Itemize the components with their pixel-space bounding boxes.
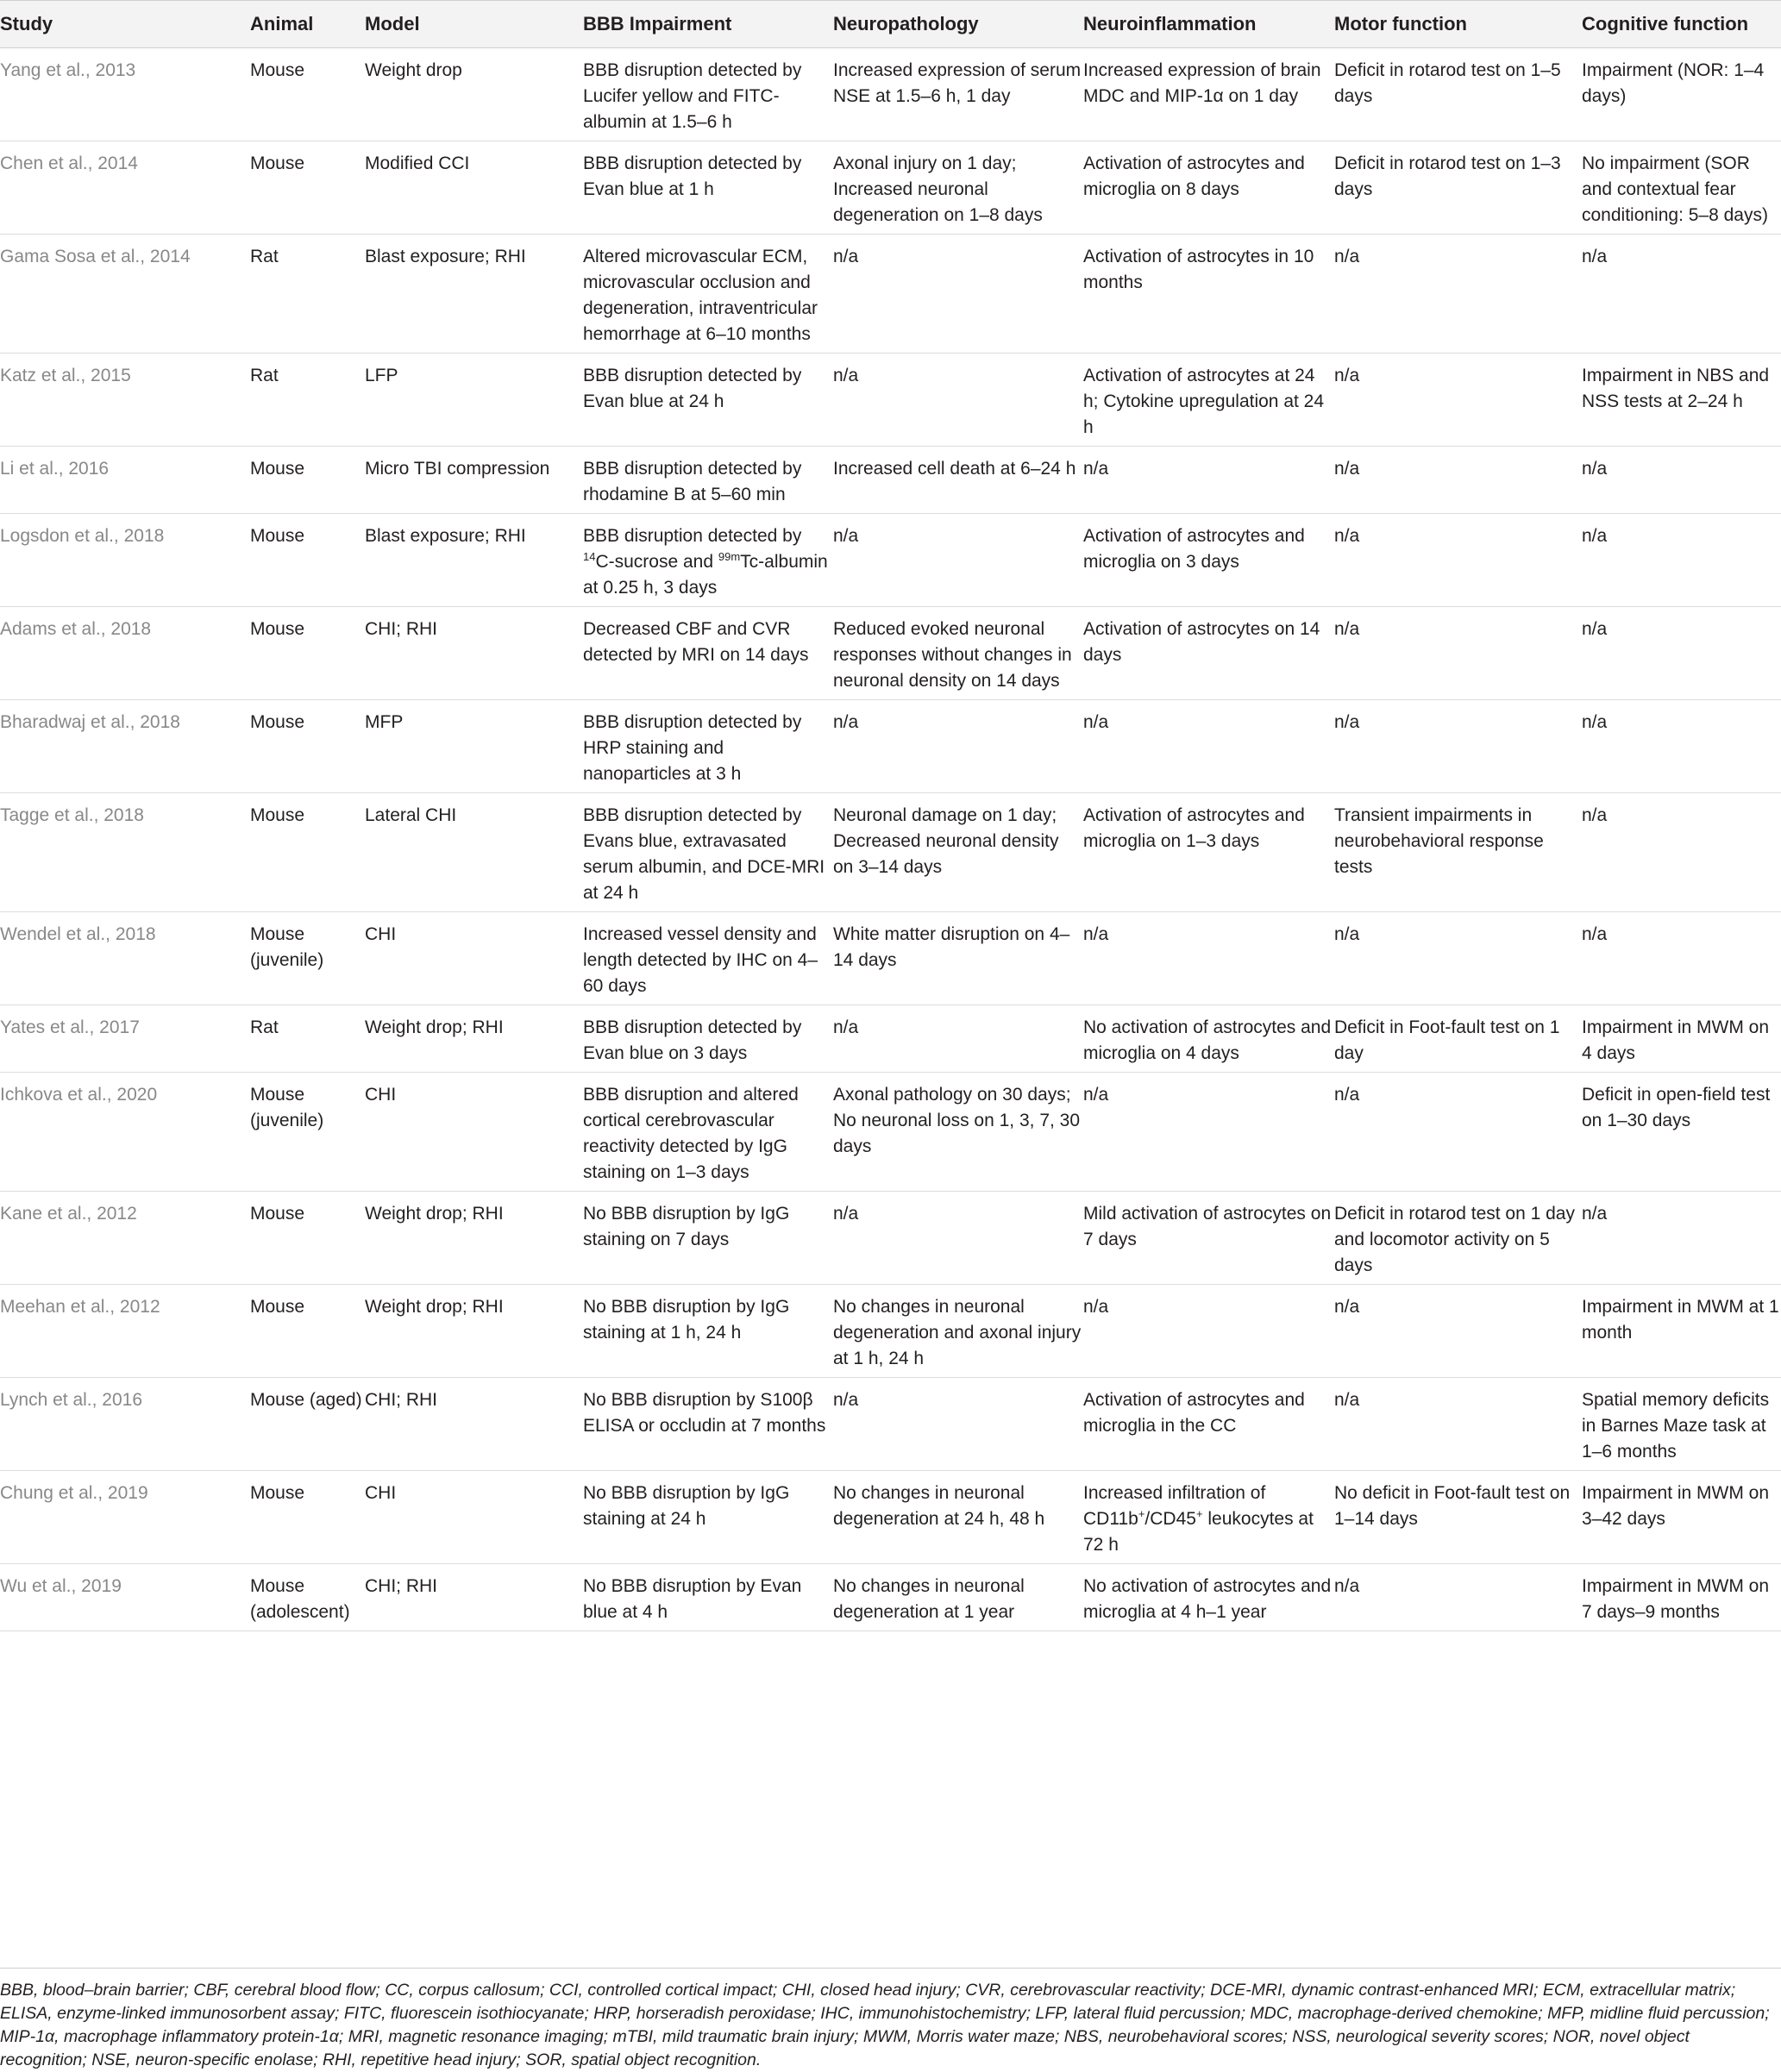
model-cell: CHI; RHI [365,607,583,700]
motor-cell: n/a [1334,1378,1582,1471]
animal-cell: Mouse [250,607,365,700]
bbb-cell: No BBB disruption by IgG staining at 1 h, 24 h [583,1285,833,1378]
study-cell: Yang et al., 2013 [0,48,250,141]
bbb-cell [583,514,833,607]
model-cell: CHI [365,1471,583,1564]
model-cell: Blast exposure; RHI [365,235,583,354]
study-cell: Wu et al., 2019 [0,1564,250,1631]
animal-cell: Rat [250,354,365,447]
bbb-cell: No BBB disruption by IgG staining on 7 days [583,1192,833,1285]
cognitive-cell: No impairment (SOR and contextual fear conditioning: 5–8 days) [1582,141,1781,235]
study-cell: Ichkova et al., 2020 [0,1073,250,1192]
neuropathology-cell: Increased cell death at 6–24 h [833,447,1083,514]
motor-cell: n/a [1334,607,1582,700]
model-cell: Weight drop [365,48,583,141]
table-row [0,514,1781,607]
neuropathology-cell: n/a [833,235,1083,354]
animal-cell: Rat [250,1005,365,1073]
bbb-cell: BBB disruption detected by Evans blue, extravasated serum albumin, and DCE-MRI at 24 h [583,793,833,912]
study-cell: Logsdon et al., 2018 [0,514,250,607]
motor-cell: n/a [1334,1564,1582,1631]
neuroinflammation-cell-sup2: + [1195,1507,1203,1520]
neuroinflammation-cell: n/a [1083,1073,1334,1192]
neuroinflammation-cell: Activation of astrocytes and microglia on 1–3 days [1083,793,1334,912]
animal-cell: Mouse [250,1285,365,1378]
study-cell: Kane et al., 2012 [0,1192,250,1285]
animal-cell: Mouse (juvenile) [250,912,365,1005]
neuropathology-cell: White matter disruption on 4–14 days [833,912,1083,1005]
neuropathology-cell: Axonal injury on 1 day; Increased neuronal degeneration on 1–8 days [833,141,1083,235]
cognitive-cell: Impairment (NOR: 1–4 days) [1582,48,1781,141]
neuropathology-cell: Axonal pathology on 30 days; No neuronal loss on 1, 3, 7, 30 days [833,1073,1083,1192]
animal-cell: Mouse (aged) [250,1378,365,1471]
cognitive-cell: n/a [1582,235,1781,354]
model-cell: MFP [365,700,583,793]
neuroinflammation-cell: Activation of astrocytes and microglia on 8 days [1083,141,1334,235]
neuropathology-cell: Increased expression of serum NSE at 1.5–6 h, 1 day [833,48,1083,141]
table-row [0,1564,1781,1631]
cognitive-cell: n/a [1582,1192,1781,1285]
neuroinflammation-cell: n/a [1083,1285,1334,1378]
cognitive-cell: n/a [1582,793,1781,912]
neuroinflammation-cell-mid: /CD45 [1144,1509,1196,1529]
table-row [0,48,1781,141]
neuropathology-cell: n/a [833,1192,1083,1285]
motor-cell: n/a [1334,1073,1582,1192]
study-cell: Katz et al., 2015 [0,354,250,447]
table-row [0,354,1781,447]
header-model: Model [365,1,583,48]
neuroinflammation-cell: Mild activation of astrocytes on 7 days [1083,1192,1334,1285]
model-cell: Weight drop; RHI [365,1005,583,1073]
table-row [0,1471,1781,1564]
neuroinflammation-cell: Activation of astrocytes and microglia on 3 days [1083,514,1334,607]
study-cell: Bharadwaj et al., 2018 [0,700,250,793]
bbb-cell: Altered microvascular ECM, microvascular occlusion and degeneration, intraventricular hemorrhage at 6–10 months [583,235,833,354]
neuroinflammation-cell-sup1: + [1138,1507,1145,1520]
model-cell: Weight drop; RHI [365,1192,583,1285]
neuroinflammation-cell-pre: Increased infiltration of CD11b [1083,1483,1266,1529]
animal-cell: Mouse [250,48,365,141]
study-cell: Wendel et al., 2018 [0,912,250,1005]
neuropathology-cell: No changes in neuronal degeneration and axonal injury at 1 h, 24 h [833,1285,1083,1378]
model-cell: Lateral CHI [365,793,583,912]
animal-cell: Mouse [250,1471,365,1564]
motor-cell: Deficit in Foot-fault test on 1 day [1334,1005,1582,1073]
neuropathology-cell: n/a [833,1005,1083,1073]
motor-cell: n/a [1334,700,1582,793]
motor-cell: n/a [1334,447,1582,514]
model-cell: CHI [365,1073,583,1192]
model-cell: Modified CCI [365,141,583,235]
motor-cell: n/a [1334,1285,1582,1378]
study-cell: Adams et al., 2018 [0,607,250,700]
neuroinflammation-cell: Activation of astrocytes on 14 days [1083,607,1334,700]
cognitive-cell: Impairment in MWM on 3–42 days [1582,1471,1781,1564]
model-cell: Micro TBI compression [365,447,583,514]
cognitive-cell: n/a [1582,912,1781,1005]
motor-cell: n/a [1334,514,1582,607]
motor-cell: n/a [1334,354,1582,447]
animal-cell: Mouse (adolescent) [250,1564,365,1631]
neuroinflammation-cell [1083,1471,1334,1564]
table-row [0,1285,1781,1378]
model-cell: LFP [365,354,583,447]
bbb-cell: BBB disruption detected by Lucifer yellow and FITC-albumin at 1.5–6 h [583,48,833,141]
animal-cell: Mouse [250,1192,365,1285]
table-row [0,1005,1781,1073]
study-cell: Chung et al., 2019 [0,1471,250,1564]
neuroinflammation-cell: Activation of astrocytes at 24 h; Cytokine upregulation at 24 h [1083,354,1334,447]
motor-cell: n/a [1334,912,1582,1005]
header-cognitive: Cognitive function [1582,1,1781,48]
model-cell: Weight drop; RHI [365,1285,583,1378]
table-row [0,912,1781,1005]
neuroinflammation-cell-post: leukocytes at 72 h [1083,1509,1314,1555]
neuroinflammation-cell: Activation of astrocytes in 10 months [1083,235,1334,354]
table-row [0,1192,1781,1285]
cognitive-cell: Impairment in MWM on 4 days [1582,1005,1781,1073]
bbb-cell: Increased vessel density and length detected by IHC on 4–60 days [583,912,833,1005]
cognitive-cell: n/a [1582,447,1781,514]
bbb-cell: BBB disruption detected by Evan blue on 3 days [583,1005,833,1073]
table-row [0,700,1781,793]
animal-cell: Mouse [250,141,365,235]
neuropathology-cell: Reduced evoked neuronal responses without changes in neuronal density on 14 days [833,607,1083,700]
header-bbb: BBB Impairment [583,1,833,48]
bbb-cell: No BBB disruption by S100β ELISA or occludin at 7 months [583,1378,833,1471]
neuropathology-cell: No changes in neuronal degeneration at 24 h, 48 h [833,1471,1083,1564]
study-cell: Chen et al., 2014 [0,141,250,235]
neuroinflammation-cell: n/a [1083,912,1334,1005]
motor-cell: Deficit in rotarod test on 1–5 days [1334,48,1582,141]
cognitive-cell: n/a [1582,700,1781,793]
bbb-cell: No BBB disruption by IgG staining at 24 h [583,1471,833,1564]
table-row [0,141,1781,235]
bbb-cell: BBB disruption detected by Evan blue at 24 h [583,354,833,447]
table-header-row [0,1,1781,48]
study-cell: Lynch et al., 2016 [0,1378,250,1471]
animal-cell: Mouse (juvenile) [250,1073,365,1192]
table-row [0,447,1781,514]
neuroinflammation-cell: Activation of astrocytes and microglia in the CC [1083,1378,1334,1471]
study-cell: Meehan et al., 2012 [0,1285,250,1378]
bbb-cell: BBB disruption detected by rhodamine B at 5–60 min [583,447,833,514]
animal-cell: Mouse [250,514,365,607]
neuroinflammation-cell: n/a [1083,700,1334,793]
neuroinflammation-cell: Increased expression of brain MDC and MIP-1α on 1 day [1083,48,1334,141]
cognitive-cell: Impairment in MWM at 1 month [1582,1285,1781,1378]
motor-cell: Deficit in rotarod test on 1–3 days [1334,141,1582,235]
bbb-cell-sup2: 99m [718,550,741,563]
neuropathology-cell: n/a [833,1378,1083,1471]
motor-cell: Deficit in rotarod test on 1 day and locomotor activity on 5 days [1334,1192,1582,1285]
model-cell: Blast exposure; RHI [365,514,583,607]
neuroinflammation-cell: No activation of astrocytes and microglia on 4 days [1083,1005,1334,1073]
study-cell: Li et al., 2016 [0,447,250,514]
cognitive-cell: n/a [1582,514,1781,607]
motor-cell: n/a [1334,235,1582,354]
table-row [0,1378,1781,1471]
table-row [0,1073,1781,1192]
neuropathology-cell: No changes in neuronal degeneration at 1 year [833,1564,1083,1631]
table-row [0,793,1781,912]
neuropathology-cell: Neuronal damage on 1 day; Decreased neuronal density on 3–14 days [833,793,1083,912]
animal-cell: Mouse [250,700,365,793]
bbb-cell: No BBB disruption by Evan blue at 4 h [583,1564,833,1631]
table-footnote: BBB, blood–brain barrier; CBF, cerebral blood flow; CC, corpus callosum; CCI, controlled cortical impact; CHI, closed head injury; CVR, cerebrovascular reactivity; DCE-MRI, dynamic contrast-enhanced MRI; ECM, extracellular matrix; ELISA, enzyme-linked immunosorbent assay; FITC, fluorescein isothiocyanate; HRP, horseradish peroxidase; IHC, immunohistochemistry; LFP, lateral fluid percussion; MDC, macrophage-derived chemokine; MFP, midline fluid percussion; MIP-1α, macrophage inflammatory protein-1α; MRI, magnetic resonance imaging; mTBI, mild traumatic brain injury; MWM, Morris water maze; NBS, neurobehavioral scores; NSS, neurological severity scores; NOR, novel object recognition; NSE, neuron-specific enolase; RHI, repetitive head injury; SOR, spatial object recognition. [0,1968,1781,2072]
animal-cell: Rat [250,235,365,354]
motor-cell: No deficit in Foot-fault test on 1–14 days [1334,1471,1582,1564]
animal-cell: Mouse [250,793,365,912]
table-row [0,235,1781,354]
bbb-cell-pre: BBB disruption detected by [583,526,802,546]
model-cell: CHI [365,912,583,1005]
model-cell: CHI; RHI [365,1564,583,1631]
cognitive-cell: Deficit in open-field test on 1–30 days [1582,1073,1781,1192]
header-motor: Motor function [1334,1,1582,48]
study-cell: Gama Sosa et al., 2014 [0,235,250,354]
study-cell: Yates et al., 2017 [0,1005,250,1073]
bbb-cell: Decreased CBF and CVR detected by MRI on 14 days [583,607,833,700]
neuropathology-cell: n/a [833,354,1083,447]
study-cell: Tagge et al., 2018 [0,793,250,912]
model-cell: CHI; RHI [365,1378,583,1471]
cognitive-cell: n/a [1582,607,1781,700]
cognitive-cell: Impairment in MWM on 7 days–9 months [1582,1564,1781,1631]
neuropathology-cell: n/a [833,514,1083,607]
header-neuroinflammation: Neuroinflammation [1083,1,1334,48]
header-neuropathology: Neuropathology [833,1,1083,48]
bbb-cell: BBB disruption and altered cortical cerebrovascular reactivity detected by IgG staining on 1–3 days [583,1073,833,1192]
table-row [0,607,1781,700]
motor-cell: Transient impairments in neurobehavioral response tests [1334,793,1582,912]
bbb-cell: BBB disruption detected by HRP staining and nanoparticles at 3 h [583,700,833,793]
bbb-cell-sup1: 14 [583,550,596,563]
bbb-cell-mid: C-sucrose and [595,552,718,572]
neuroinflammation-cell: No activation of astrocytes and microglia at 4 h–1 year [1083,1564,1334,1631]
header-animal: Animal [250,1,365,48]
animal-cell: Mouse [250,447,365,514]
bbb-cell: BBB disruption detected by Evan blue at 1 h [583,141,833,235]
neuropathology-cell: n/a [833,700,1083,793]
cognitive-cell: Impairment in NBS and NSS tests at 2–24 h [1582,354,1781,447]
cognitive-cell: Spatial memory deficits in Barnes Maze task at 1–6 months [1582,1378,1781,1471]
header-study: Study [0,1,250,48]
bbb-cell-post: Tc-albumin at 0.25 h, 3 days [583,552,828,598]
neuroinflammation-cell: n/a [1083,447,1334,514]
